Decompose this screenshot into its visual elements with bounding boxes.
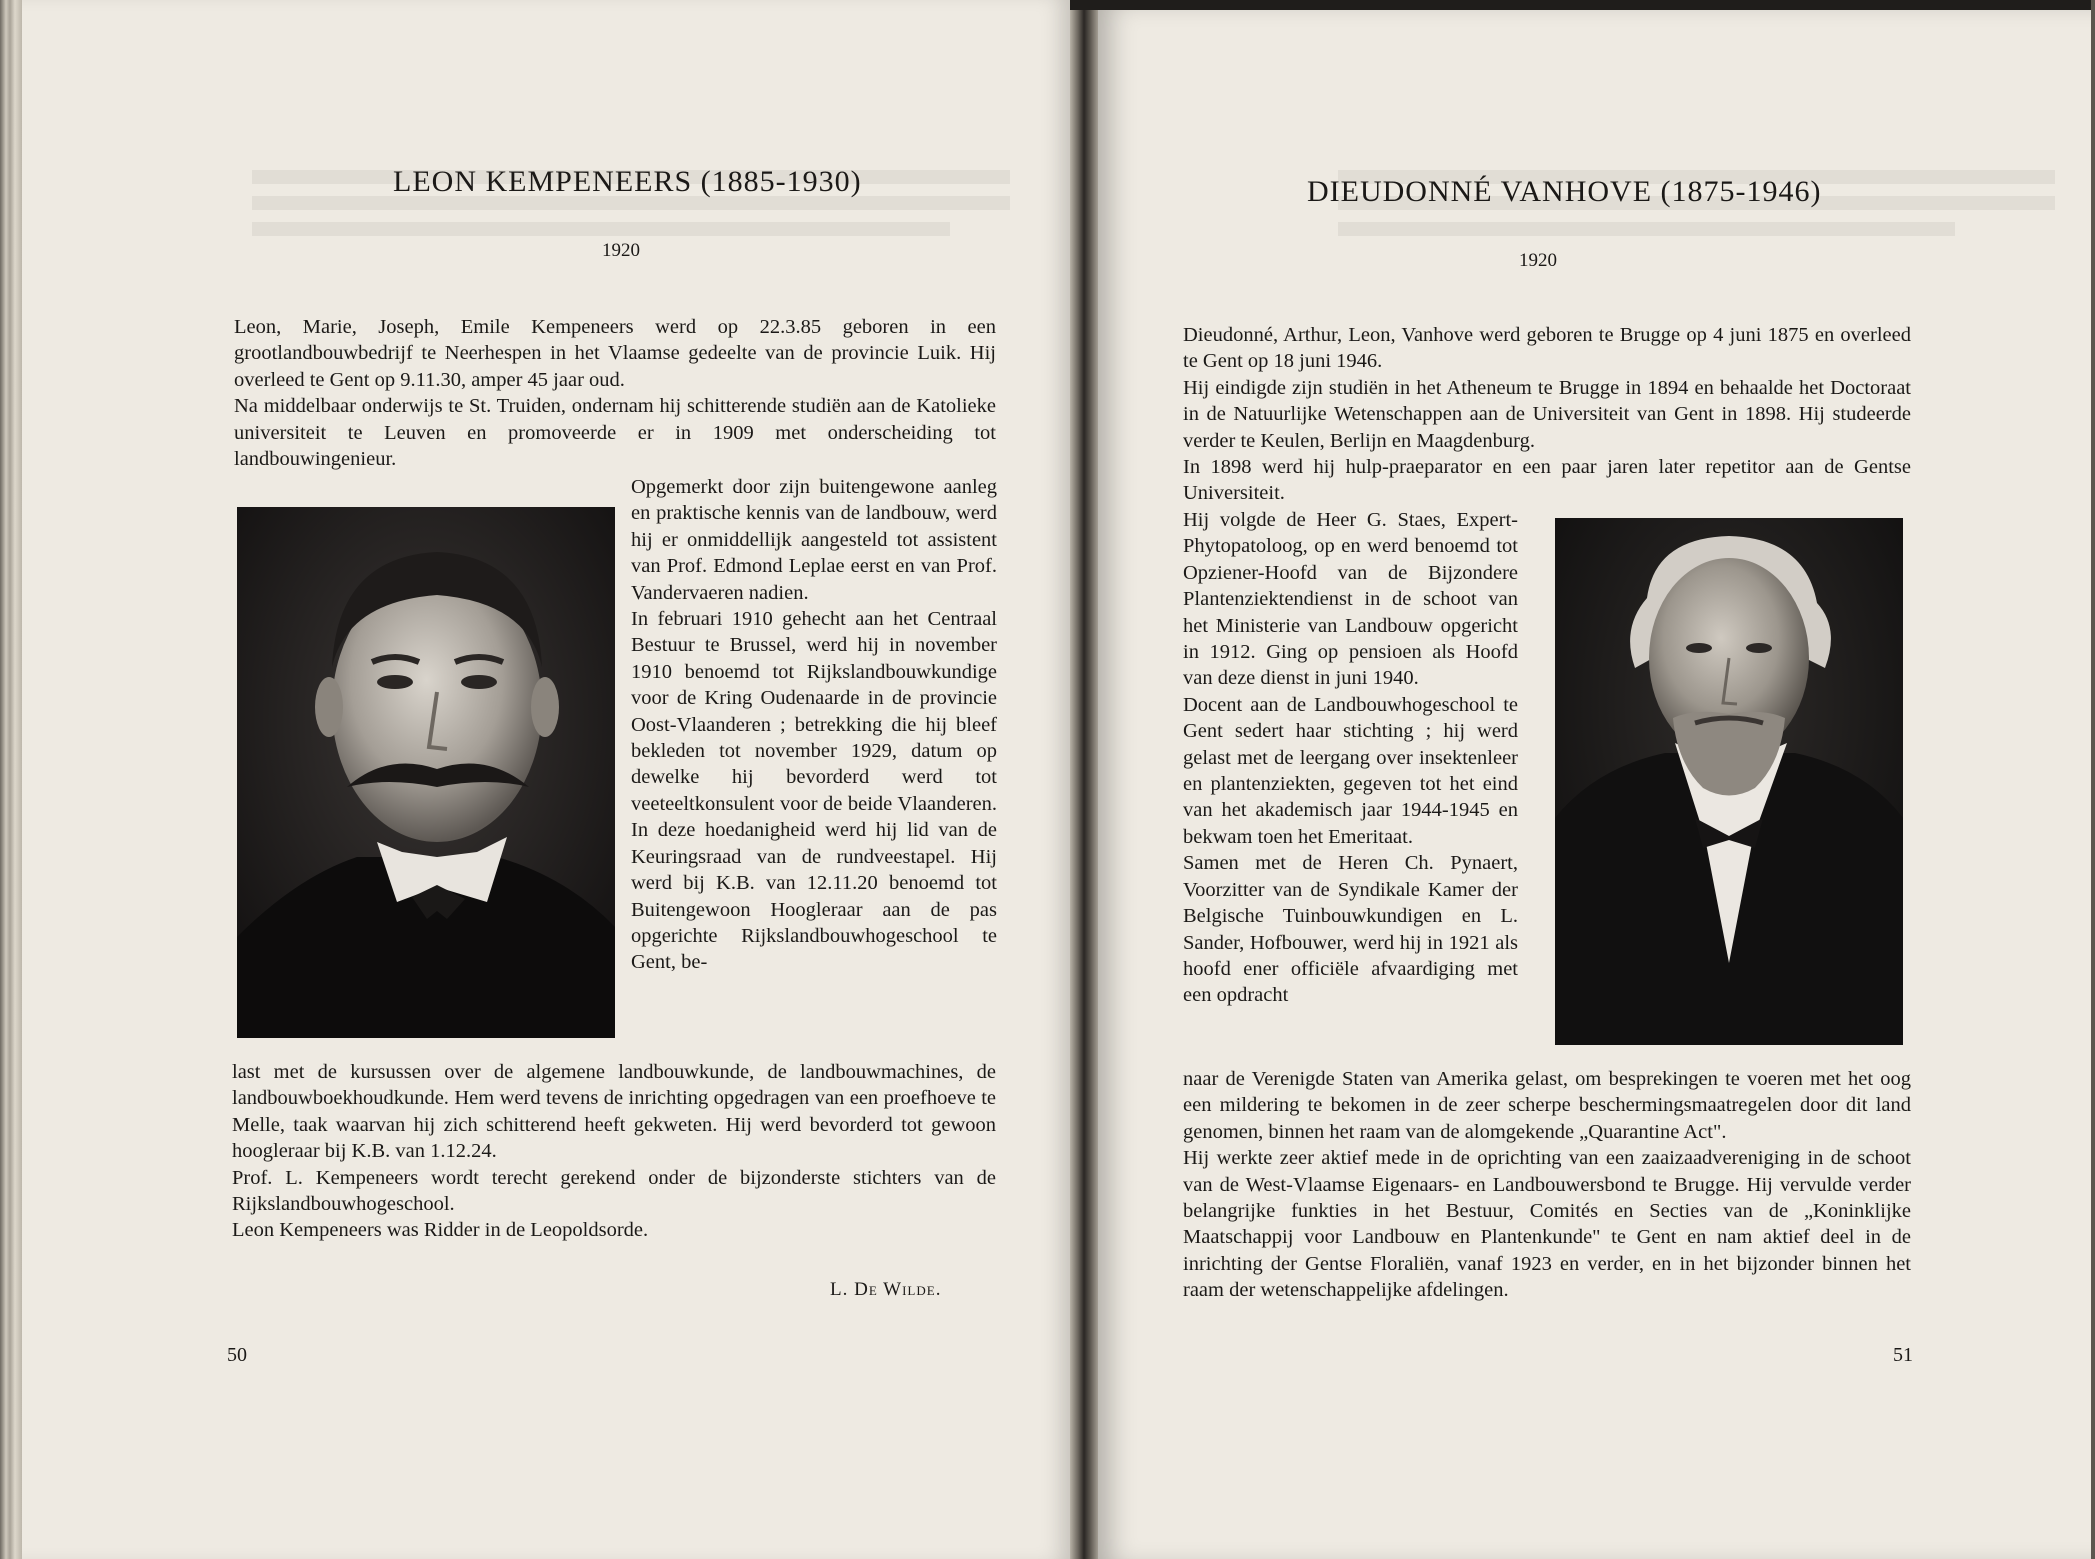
page-number: 50 [227,1344,247,1366]
intro-text [234,314,996,472]
portrait-kempeneers [237,507,615,1038]
paragraph: Leon, Marie, Joseph, Emile Kempeneers werd op 22.3.85 geboren in een grootlandbouwbedrijf te Neerhespen in het Vlaamse gedeelte van de provincie Luik. Hij overleed te Gent op 9.11.30, amper 45 jaar oud. [234,316,996,391]
paragraph: Hij eindigde zijn studiën in het Atheneum te Brugge in 1894 en behaalde het Doctoraat in de Natuurlijke Wetenschappen aan de Universiteit van Gent in 1898. Hij studeerde verder te Keulen, Berlijn en Maagdenburg. [1183,376,1911,452]
paragraph: Hij werkte zeer aktief mede in de oprichting van een zaaizaadvereniging in de schoot van de West-Vlaamse Eigenaars- en Landbouwersbond te Brugge. Hij vervulde verder belangrijke funkties in het Bestuur, Comités en Secties van de „Koninklijke Maatschappij voor Landbouw en Plantenkunde" te Gent en nam aktief deel in de inrichting der Gentse Floraliën, vanaf 1923 en verder, en in het bijzonder binnen het raam der wetenschappelijke afdelingen. [1183,1147,1911,1302]
show-through [252,222,950,236]
portrait-photo [1555,518,1903,1045]
page-title: LEON KEMPENEERS (1885-1930) [393,165,862,198]
paragraph: In februari 1910 gehecht aan het Centraal Bestuur te Brussel, werd hij in november 1910 benoemd tot Rijkslandbouwkundige voor de Kring Oudenaarde in de provincie Oost-Vlaanderen ; betrekking die hij bleef bekleden tot november 1929, datum op dewelke hij bevorderd werd tot veeteeltkonsulent voor de beide Vlaanderen. In deze hoedanigheid werd hij lid van de Keuringsraad van de rundveestapel. Hij werd bij K.B. van 12.11.20 benoemd tot Buitengewoon Hoogleraar aan de pas opgerichte Rijkslandbouwhogeschool te Gent, be- [631,608,997,974]
year-heading: 1920 [602,240,640,261]
year-heading: 1920 [1519,250,1557,271]
closing-text [232,1059,996,1244]
paragraph: Leon Kempeneers was Ridder in de Leopoldsorde. [232,1219,649,1242]
portrait-vanhove [1555,518,1903,1045]
paragraph: Docent aan de Landbouwhogeschool te Gent sedert haar stichting ; hij werd gelast met de leergang over insektenleer en plantenziekten, gegeven tot het eind van het akademisch jaar 1944-1945 en bekwam toen het Emeritaat. [1183,693,1518,848]
book-gutter [1070,0,1098,1559]
side-column-text [631,474,997,976]
paragraph: Prof. L. Kempeneers wordt terecht gerekend onder de bijzonderste stichters van de Rijkslandbouwhogeschool. [232,1166,996,1216]
intro-text [1183,322,1911,507]
paragraph: last met de kursussen over de algemene landbouwkunde, de landbouwmachines, de landbouwboekhoudkunde. Hem werd tevens de inrichting opgedragen van een proefhoeve te Melle, taak waarvan hij zich schitterend heeft gekweten. Hij werd bevorderd tot gewoon hoogleraar bij K.B. van 1.12.24. [232,1061,996,1163]
paragraph: Hij volgde de Heer G. Staes, Expert-Phytopatoloog, op en werd benoemd tot Opziener-Hoofd van de Bijzondere Plantenziektendienst in de schoot van het Ministerie van Landbouw opgericht in 1912. Ging op pensioen als Hoofd van deze dienst in juni 1940. [1183,509,1518,690]
top-shadow [1070,0,2095,10]
paragraph: naar de Verenigde Staten van Amerika gelast, om besprekingen te voeren met het oog een mildering te bekomen in de zeer scherpe beschermingsmaatregelen door dit land genomen, binnen het raam van de alomgekende „Quarantine Act". [1183,1068,1911,1143]
author-signature: L. De Wilde. [830,1279,942,1300]
paragraph: Opgemerkt door zijn buitengewone aanleg en praktische kennis van de landbouw, werd hij er onmiddellijk aangesteld tot assistent van Prof. Edmond Leplae eerst en van Prof. Vandervaeren nadien. [631,476,997,604]
paragraph: In 1898 werd hij hulp-praeparator en een paar jaren later repetitor aan de Gentse Universiteit. [1183,456,1911,505]
paragraph: Dieudonné, Arthur, Leon, Vanhove werd geboren te Brugge op 4 juni 1875 en overleed te Gent op 18 juni 1946. [1183,324,1911,373]
side-column-text [1183,507,1518,1009]
page-number: 51 [1893,1344,1913,1366]
page-title: DIEUDONNÉ VANHOVE (1875-1946) [1307,175,1822,208]
left-page [22,0,1070,1559]
right-page [1098,10,2095,1559]
page-edge [2091,0,2095,1559]
closing-text [1183,1066,1911,1304]
portrait-photo [237,507,615,1038]
paragraph: Na middelbaar onderwijs te St. Truiden, ondernam hij schitterende studiën aan de Katolieke universiteit te Leuven en promoveerde er in 1909 met onderscheiding tot landbouwingenieur. [234,395,996,471]
show-through [1338,222,1955,236]
paragraph: Samen met de Heren Ch. Pynaert, Voorzitter van de Syndikale Kamer der Belgische Tuinbouwkundigen en L. Sander, Hofbouwer, werd hij in 1921 als hoofd ener officiële afvaardiging met een opdracht [1183,852,1518,1007]
page-stack-edge [0,0,22,1559]
